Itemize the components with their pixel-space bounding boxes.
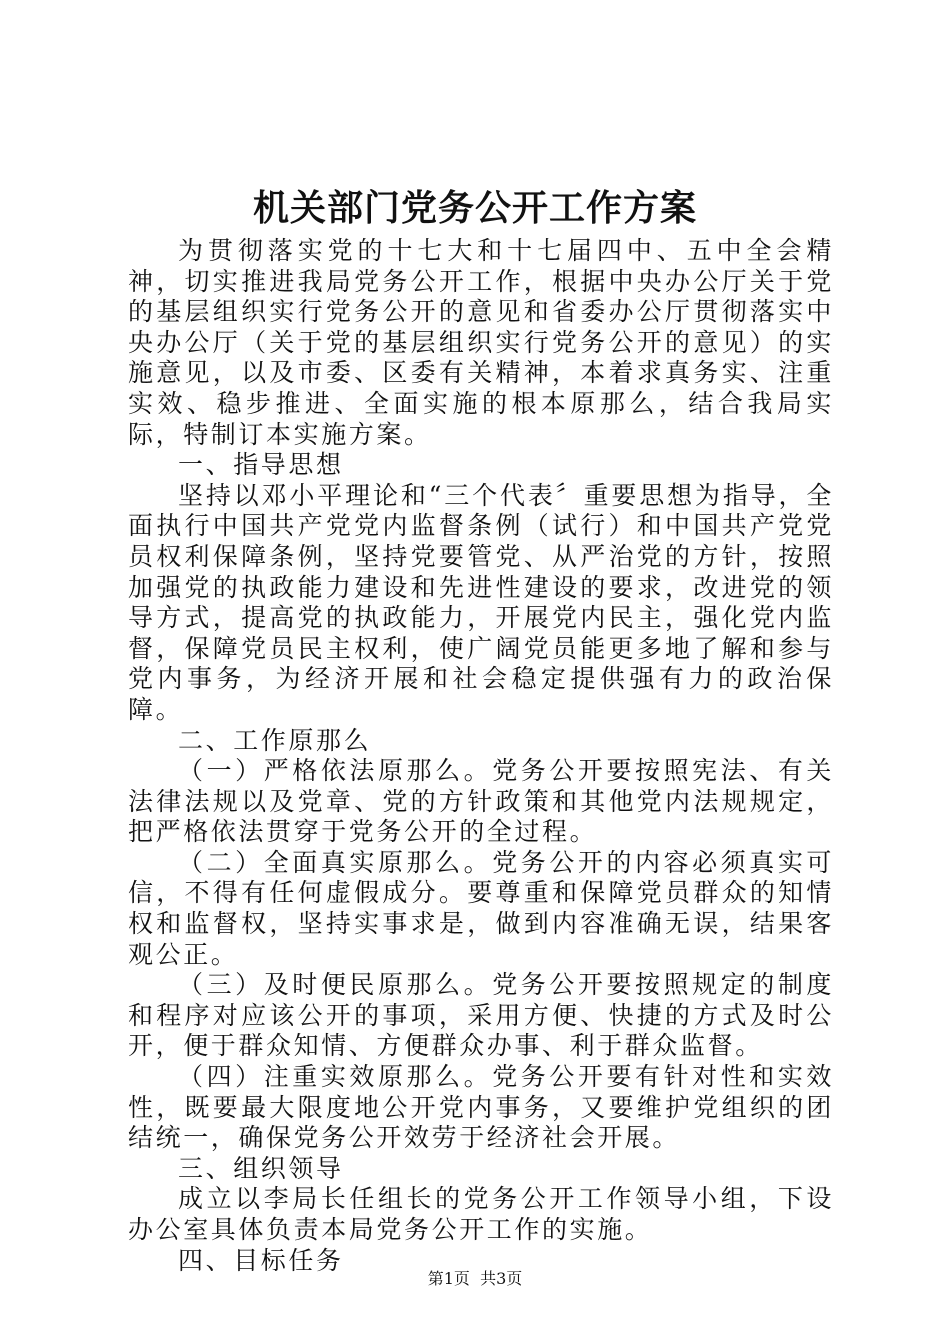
section-heading-work-principles: 二、工作原那么 (178, 725, 372, 755)
section-heading-guiding-ideology: 一、指导思想 (178, 450, 344, 480)
document-body (128, 236, 834, 1276)
paragraph-principle-4: （四）注重实效原那么。党务公开要有针对性和实效性，既要最大限度地公开党内事务，又要维护党组织的团结统一，确保党务公开效劳于经济社会开展。 (128, 1062, 834, 1153)
paragraph-organization: 成立以李局长任组长的党务公开工作领导小组，下设办公室具体负责本局党务公开工作的实施。 (128, 1184, 834, 1244)
page-number: 第1页 (427, 1269, 470, 1288)
paragraph-principle-2: （二）全面真实原那么。党务公开的内容必须真实可信，不得有任何虚假成分。要尊重和保障党员群众的知情权和监督权，坚持实事求是，做到内容准确无误，结果客观公正。 (128, 847, 834, 969)
paragraph-principle-1: （一）严格依法原那么。党务公开要按照宪法、有关法律法规以及党章、党的方针政策和其他党内法规规定，把严格依法贯穿于党务公开的全过程。 (128, 756, 834, 847)
section-heading-targets: 四、目标任务 (178, 1245, 344, 1275)
paragraph-intro: 为贯彻落实党的十七大和十七届四中、五中全会精神，切实推进我局党务公开工作，根据中央办公厅关于党的基层组织实行党务公开的意见和省委办公厅贯彻落实中央办公厅（关于党的基层组织实行党务公开的意见）的实施意见，以及市委、区委有关精神，本着求真务实、注重实效、稳步推进、全面实施的根本原那么，结合我局实际，特制订本实施方案。 (128, 236, 834, 449)
page-total: 共3页 (480, 1269, 523, 1288)
paragraph-guiding-ideology: 坚持以邓小平理论和“三个代表〞重要思想为指导，全面执行中国共产党党内监督条例（试行）和中国共产党党员权利保障条例，坚持党要管党、从严治党的方针，按照加强党的执政能力建设和先进性建设的要求，改进党的领导方式，提高党的执政能力，开展党内民主，强化党内监督，保障党员民主权利，使广阔党员能更多地了解和参与党内事务，为经济开展和社会稳定提供强有力的政治保障。 (128, 480, 834, 724)
page-footer (0, 1268, 950, 1290)
paragraph-principle-3: （三）及时便民原那么。党务公开要按照规定的制度和程序对应该公开的事项，采用方便、快捷的方式及时公开，便于群众知情、方便群众办事、利于群众监督。 (128, 970, 834, 1061)
document-title: 机关部门党务公开工作方案 (252, 187, 697, 229)
section-heading-organization: 三、组织领导 (178, 1153, 344, 1183)
